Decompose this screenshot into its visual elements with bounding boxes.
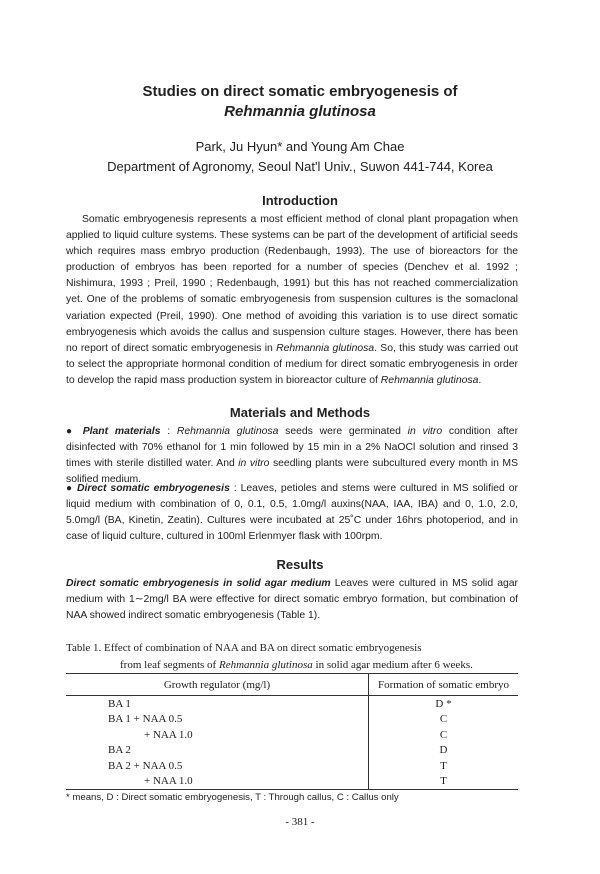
table-row: BA 2 D xyxy=(66,743,518,759)
authors: Park, Ju Hyun* and Young Am Chae xyxy=(195,139,405,154)
results-heading: Results xyxy=(276,557,324,572)
plant-materials-paragraph: ● Plant materials : Rehmannia glutinosa seeds were germinated in vitro condition after disinfected with 70% ethanol for 1 min followed by 15 min in a 2% NaOCl solution and rinsed 3 times with sterile distilled water. And in vitro seedling plants were subcultured every month in MS solified medium. xyxy=(66,426,519,486)
bullet-icon: ● xyxy=(66,483,74,494)
results-paragraph: Direct somatic embryogenesis in solid agar medium Leaves were cultured in MS solid agar medium with 1∼2mg/l BA were effective for direct somatic embryo formation, but combination of NAA showed indirect somatic embryogenesis (Table 1). xyxy=(66,578,518,622)
table-row: BA 1 + NAA 0.5 C xyxy=(66,712,518,728)
table-caption: Table 1. Effect of combination of NAA and BA on direct somatic embryogenesis from leaf segments of Rehmannia glutinosa in solid agar medium after 6 weeks. xyxy=(66,642,473,671)
bullet-icon: ● xyxy=(66,426,76,437)
author-block xyxy=(0,137,600,177)
table-footnote: * means, D : Direct somatic embryogenesis, T : Through callus, C : Callus only xyxy=(66,792,399,803)
methods-heading: Materials and Methods xyxy=(229,405,371,420)
results-table xyxy=(66,673,518,790)
page-number: - 381 - xyxy=(285,816,315,828)
table-row: BA 2 + NAA 0.5 T xyxy=(66,758,518,774)
somatic-embryogenesis-paragraph: ● Direct somatic embryogenesis : Leaves, petioles and stems were cultured in MS solified or liquid medium with combination of 0, 0.1, 0.5, 1.0mg/l auxins(NAA, IAA, IBA) and 0, 1.0, 2.0, 5.0mg/l (BA, Kinetin, Zeatin). Cultures were incubated at 25˚C under 16hrs photoperiod, and in case of liquid culture, cultured in 100ml Erlenmyer flask with 100rpm. xyxy=(66,483,519,543)
title-line-1: Studies on direct somatic embryogenesis of xyxy=(142,83,458,100)
paper-title xyxy=(0,82,600,122)
table-row: + NAA 1.0 T xyxy=(66,774,518,790)
introduction-heading: Introduction xyxy=(262,193,338,208)
table-row: BA 1 D * xyxy=(66,696,518,712)
header-formation: Formation of somatic embryo xyxy=(369,674,519,696)
header-growth-regulator: Growth regulator (mg/l) xyxy=(66,674,369,696)
table-header-row xyxy=(66,674,518,696)
introduction-paragraph: Somatic embryogenesis represents a most efficient method of clonal plant propagation when applied to liquid culture systems. These systems can be part of the development of artificial seeds which requires mass embryo production (Redenbaugh, 1993). The use of bioreactors for the production of embryos has been reported for a number of species (Denchev et al. 1992 ; Nishimura, 1993 ; Preil, 1990 ; Redenbaugh, 1991) but this has not reached commercialization yet. One of the problems of somatic embryogenesis from suspension cultures is the somaclonal variation expected (Preil, 1990). One method of avoiding this variation is to use direct somatic embryogenesis which avoids the callus and suspension culture stages. However, there has been no report of direct somatic embryogenesis in Rehmannia glutinosa. So, this study was carried out to select the appropriate hormonal condition of medium for direct somatic embryogenesis in order to develop the rapid mass production system in bioreactor culture of Rehmannia glutinosa. xyxy=(66,214,519,386)
table-row: + NAA 1.0 C xyxy=(66,727,518,743)
title-line-2: Rehmannia glutinosa xyxy=(224,103,376,120)
affiliation: Department of Agronomy, Seoul Nat'l Univ., Suwon 441-744, Korea xyxy=(107,159,493,174)
